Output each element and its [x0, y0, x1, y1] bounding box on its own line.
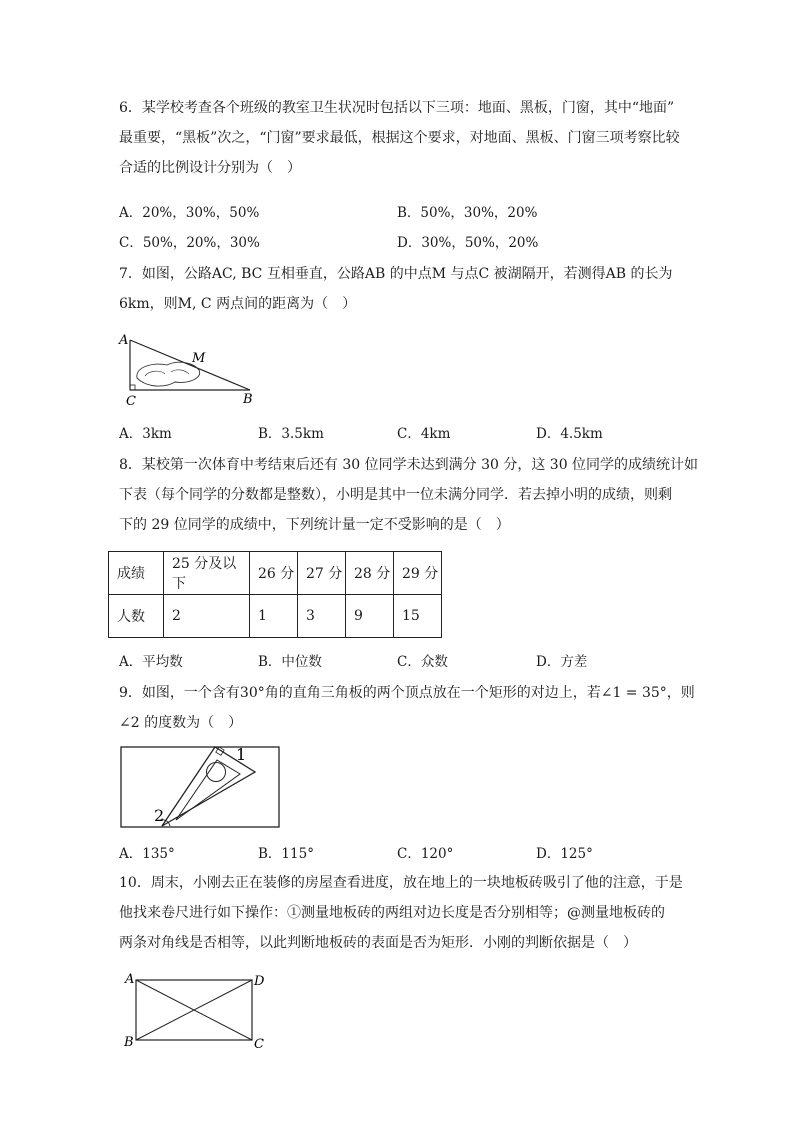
- q8-option-d: D．方差: [536, 654, 588, 670]
- q9-label-2: 2: [154, 806, 165, 825]
- q7-label-c: C: [126, 394, 136, 409]
- q9-option-d: D．125°: [536, 846, 593, 862]
- table-cell: 人数: [109, 595, 164, 638]
- q8-score-table: [108, 551, 442, 638]
- table-cell: 29 分: [394, 552, 442, 595]
- table-cell: 2: [164, 595, 250, 638]
- table-row: [109, 552, 442, 595]
- q7-side-ab: [130, 340, 250, 390]
- q10-line-2: 他找来卷尺进行如下操作：①测量地板砖的两组对边长度是否分别相等；@测量地板砖的: [119, 905, 665, 921]
- q10-label-a: A: [125, 972, 135, 987]
- q8-line-1: 8．某校第一次体育中考结束后还有 30 位同学未达到满分 30 分，这 30 位同学的成绩统计如: [119, 457, 699, 473]
- table-cell: 28 分: [346, 552, 394, 595]
- q7-option-c: C．4km: [397, 426, 451, 442]
- q10-label-c: C: [254, 1037, 264, 1052]
- table-cell: 成绩: [109, 552, 164, 595]
- q7-label-a: A: [119, 333, 129, 348]
- q9-line-1: 9．如图，一个含有30°角的直角三角板的两个顶点放在一个矩形的对边上，若∠1 = 35°，则: [119, 685, 695, 701]
- q7-label-b: B: [243, 392, 253, 407]
- q10-rectangle-abcd-figure: [122, 970, 270, 1052]
- q7-label-m: M: [192, 351, 206, 366]
- q6-option-b: B．50%，30%，20%: [397, 205, 538, 221]
- table-cell: 9: [346, 595, 394, 638]
- q9-label-1: 1: [236, 745, 247, 764]
- q10-line-1: 10．周末，小刚去正在装修的房屋查看进度，放在地上的一块地板砖吸引了他的注意，于是: [119, 875, 683, 891]
- q9-option-b: B．115°: [258, 846, 314, 862]
- q8-option-c: C．众数: [397, 654, 448, 670]
- q10-line-3: 两条对角线是否相等，以此判断地板砖的表面是否为矩形．小刚的判断依据是（ ）: [119, 935, 637, 951]
- q6-line-3: 合适的比例设计分别为（ ）: [119, 160, 301, 176]
- table-cell: 27 分: [298, 552, 346, 595]
- q7-option-a: A．3km: [119, 426, 172, 442]
- q7-right-angle-mark: [130, 385, 135, 390]
- q7-lake-contour: [145, 370, 189, 376]
- q7-option-b: B．3.5km: [258, 426, 324, 442]
- q6-option-c: C．50%，20%，30%: [119, 235, 260, 251]
- q9-rectangle: [121, 747, 279, 827]
- q8-option-a: A．平均数: [119, 654, 183, 670]
- q8-option-b: B．中位数: [258, 654, 322, 670]
- q9-rectangle-triangle-figure: [118, 742, 284, 830]
- q10-label-d: D: [254, 974, 265, 989]
- q8-line-2: 下表（每个同学的分数都是整数），小明是其中一位未满分同学．若去掉小明的成绩，则剩: [119, 487, 672, 503]
- table-cell: 25 分及以下: [164, 552, 250, 595]
- q6-line-2: 最重要，“黑板”次之，“门窗”要求最低，根据这个要求，对地面、黑板、门窗三项考察比较: [119, 130, 680, 146]
- table-row: [109, 595, 442, 638]
- table-cell: 26 分: [250, 552, 298, 595]
- q9-line-2: ∠2 的度数为（ ）: [119, 715, 243, 731]
- q7-triangle-lake-figure: [115, 332, 265, 410]
- q7-option-d: D．4.5km: [536, 426, 603, 442]
- q7-line-1: 7．如图，公路AC, BC 互相垂直，公路AB 的中点M 与点C 被湖隔开，若测得AB 的长为: [119, 266, 673, 282]
- table-cell: 15: [394, 595, 442, 638]
- q6-line-1: 6．某学校考查各个班级的教室卫生状况时包括以下三项：地面、黑板，门窗，其中“地面”: [119, 100, 675, 116]
- q6-option-a: A．20%，30%，50%: [119, 205, 260, 221]
- q8-line-3: 下的 29 位同学的成绩中，下列统计量一定不受影响的是（ ）: [119, 517, 510, 533]
- q7-line-2: 6km，则M, C 两点间的距离为（ ）: [119, 296, 357, 312]
- table-cell: 1: [250, 595, 298, 638]
- q9-option-c: C．120°: [397, 846, 454, 862]
- q6-option-d: D．30%，50%，20%: [397, 235, 539, 251]
- table-cell: 3: [298, 595, 346, 638]
- q10-label-b: B: [124, 1035, 134, 1050]
- q9-option-a: A．135°: [119, 846, 175, 862]
